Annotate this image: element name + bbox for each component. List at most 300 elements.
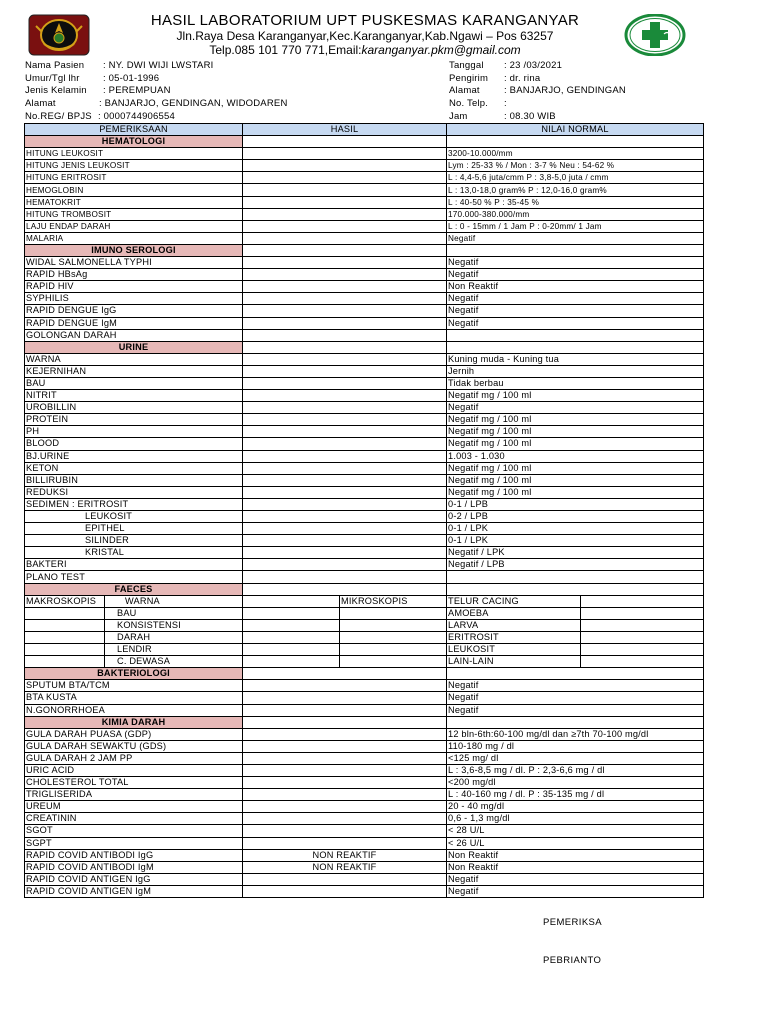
examiner-role: PEMERIKSA: [543, 917, 603, 928]
test-result: [243, 414, 447, 426]
section-title-hematologi: HEMATOLOGI: [25, 136, 243, 148]
table-row: [25, 172, 704, 184]
test-name: PLANO TEST: [25, 571, 243, 583]
table-row: [25, 293, 704, 305]
patient-name-value: : NY. DWI WIJI LWSTARI: [103, 60, 214, 71]
section-result-empty: [243, 136, 447, 148]
test-result: [243, 498, 447, 510]
test-name: RAPID COVID ANTIGEN IgM: [25, 885, 243, 897]
test-name: SGPT: [25, 837, 243, 849]
regency-emblem-icon: [28, 14, 90, 56]
test-name: N.GONORRHOEA: [25, 704, 243, 716]
test-result: [243, 801, 447, 813]
test-result: [243, 704, 447, 716]
test-name: CHOLESTEROL TOTAL: [25, 777, 243, 789]
test-result: [243, 535, 447, 547]
test-name: EPITHEL: [25, 523, 243, 535]
faeces-row: [25, 595, 704, 607]
test-name: UREUM: [25, 801, 243, 813]
faeces-makro-spacer: [25, 644, 105, 656]
test-normal: Negatif: [447, 704, 704, 716]
test-name: HEMATOKRIT: [25, 196, 243, 208]
table-row: [25, 885, 704, 897]
test-normal: Negatif: [447, 885, 704, 897]
section-result-empty: [243, 341, 447, 353]
header-nilai-normal: NILAI NORMAL: [447, 124, 704, 136]
test-result: [243, 474, 447, 486]
table-row: [25, 728, 704, 740]
faeces-mikro-spacer: [340, 619, 447, 631]
faeces-makro-item: C. DEWASA: [105, 656, 243, 668]
table-row: [25, 160, 704, 172]
section-normal-empty: [447, 583, 704, 595]
lab-results-table: [24, 123, 704, 898]
table-row: [25, 511, 704, 523]
table-row: [25, 426, 704, 438]
faeces-makro-result: [243, 619, 340, 631]
test-result: [243, 232, 447, 244]
faeces-mikro-spacer: [340, 607, 447, 619]
test-result: [243, 281, 447, 293]
test-name: BLOOD: [25, 438, 243, 450]
faeces-mikro-label: MIKROSKOPIS: [340, 595, 447, 607]
test-name: GOLONGAN DARAH: [25, 329, 243, 341]
test-name: LAJU ENDAP DARAH: [25, 220, 243, 232]
section-normal-empty: [447, 668, 704, 680]
header-pemeriksaan: PEMERIKSAAN: [25, 124, 243, 136]
table-row: [25, 474, 704, 486]
table-row: [25, 752, 704, 764]
test-normal: Negatif: [447, 257, 704, 269]
test-result: [243, 257, 447, 269]
faeces-makro-spacer: [25, 607, 105, 619]
section-result-empty: [243, 583, 447, 595]
test-normal: < 26 U/L: [447, 837, 704, 849]
faeces-mikro-result: [581, 595, 704, 607]
test-normal: 0-1 / LPK: [447, 523, 704, 535]
header-hasil: HASIL: [243, 124, 447, 136]
section-normal-empty: [447, 136, 704, 148]
test-normal: 1.003 - 1.030: [447, 450, 704, 462]
section-title-faeces: FAECES: [25, 583, 243, 595]
test-result: [243, 547, 447, 559]
test-name: KEJERNIHAN: [25, 365, 243, 377]
faeces-mikro-result: [581, 631, 704, 643]
table-row: [25, 390, 704, 402]
test-name: RAPID HIV: [25, 281, 243, 293]
section-result-empty: [243, 716, 447, 728]
test-result: [243, 813, 447, 825]
faeces-makro-spacer: [25, 656, 105, 668]
test-name: BILLIRUBIN: [25, 474, 243, 486]
request-phone-value: :: [504, 98, 507, 109]
test-result: [243, 402, 447, 414]
patient-dob-label: Umur/Tgl lhr: [25, 73, 80, 84]
faeces-mikro-result: [581, 619, 704, 631]
test-result: [243, 885, 447, 897]
clinic-phone: Telp.085 101 770 771,Email:: [209, 43, 362, 57]
test-normal: Negatif: [447, 293, 704, 305]
test-normal: 3200-10.000/mm: [447, 148, 704, 160]
faeces-mikro-result: [581, 607, 704, 619]
test-result: [243, 728, 447, 740]
request-date-value: : 23 /03/2021: [504, 60, 563, 71]
table-row: [25, 825, 704, 837]
test-result: [243, 377, 447, 389]
test-result: [243, 873, 447, 885]
faeces-mikro-item: ERITROSIT: [447, 631, 581, 643]
test-result: [243, 329, 447, 341]
test-name: GULA DARAH 2 JAM PP: [25, 752, 243, 764]
test-name: CREATININ: [25, 813, 243, 825]
faeces-row: [25, 644, 704, 656]
table-row: [25, 740, 704, 752]
section-normal-empty: [447, 244, 704, 256]
faeces-mikro-item: LAIN-LAIN: [447, 656, 581, 668]
faeces-mikro-spacer: [340, 631, 447, 643]
test-result: [243, 777, 447, 789]
table-row: [25, 232, 704, 244]
table-row: [25, 547, 704, 559]
test-name: BTA KUSTA: [25, 692, 243, 704]
test-result: [243, 680, 447, 692]
test-result: [243, 160, 447, 172]
test-normal: <200 mg/dl: [447, 777, 704, 789]
request-date-label: Tanggal: [449, 60, 484, 71]
test-name: TRIGLISERIDA: [25, 789, 243, 801]
test-normal: L : 40-160 mg / dl. P : 35-135 mg / dl: [447, 789, 704, 801]
faeces-mikro-item: LARVA: [447, 619, 581, 631]
test-name: HITUNG LEUKOSIT: [25, 148, 243, 160]
test-name: SGOT: [25, 825, 243, 837]
table-row: [25, 414, 704, 426]
table-row: [25, 777, 704, 789]
section-normal-empty: [447, 716, 704, 728]
table-row: [25, 571, 704, 583]
test-name: SILINDER: [25, 535, 243, 547]
test-name: UROBILLIN: [25, 402, 243, 414]
test-result: NON REAKTIF: [243, 849, 447, 861]
table-row: [25, 680, 704, 692]
faeces-mikro-result: [581, 644, 704, 656]
test-normal: <125 mg/ dl: [447, 752, 704, 764]
test-name: RAPID COVID ANTIBODI IgM: [25, 861, 243, 873]
test-name: HITUNG ERITROSIT: [25, 172, 243, 184]
faeces-row: [25, 656, 704, 668]
request-address-label: Alamat: [449, 85, 480, 96]
report-title: HASIL LABORATORIUM UPT PUSKESMAS KARANGANYAR: [150, 12, 580, 29]
table-row: [25, 184, 704, 196]
test-result: [243, 305, 447, 317]
table-row: [25, 257, 704, 269]
table-row: [25, 402, 704, 414]
test-result: [243, 571, 447, 583]
test-normal: Negatif mg / 100 ml: [447, 390, 704, 402]
test-normal: Non Reaktif: [447, 281, 704, 293]
test-result: [243, 789, 447, 801]
faeces-row: [25, 607, 704, 619]
request-phone-label: No. Telp.: [449, 98, 489, 109]
test-normal: Non Reaktif: [447, 849, 704, 861]
table-row: [25, 317, 704, 329]
faeces-mikro-result: [581, 656, 704, 668]
test-result: [243, 365, 447, 377]
test-normal: Non Reaktif: [447, 861, 704, 873]
table-row: [25, 269, 704, 281]
table-row: [25, 305, 704, 317]
clinic-contact: [140, 43, 590, 57]
table-row: [25, 438, 704, 450]
test-normal: 0-2 / LPB: [447, 511, 704, 523]
faeces-makro-result: [243, 631, 340, 643]
test-result: [243, 511, 447, 523]
test-normal: Negatif: [447, 692, 704, 704]
test-normal: Negatif: [447, 305, 704, 317]
test-result: [243, 390, 447, 402]
test-normal: Negatif: [447, 402, 704, 414]
test-normal: 170.000-380.000/mm: [447, 208, 704, 220]
test-normal: Negatif mg / 100 ml: [447, 426, 704, 438]
test-name: HEMOGLOBIN: [25, 184, 243, 196]
faeces-mikro-item: TELUR CACING: [447, 595, 581, 607]
table-row: [25, 535, 704, 547]
test-name: REDUKSI: [25, 486, 243, 498]
test-result: [243, 172, 447, 184]
section-title-kimia: KIMIA DARAH: [25, 716, 243, 728]
test-name: BJ.URINE: [25, 450, 243, 462]
test-result: [243, 220, 447, 232]
section-title-imuno: IMUNO SEROLOGI: [25, 244, 243, 256]
test-normal: Negatif mg / 100 ml: [447, 438, 704, 450]
section-title-urine: URINE: [25, 341, 243, 353]
test-normal: 20 - 40 mg/dl: [447, 801, 704, 813]
test-name: BAU: [25, 377, 243, 389]
test-name: RAPID HBsAg: [25, 269, 243, 281]
test-result: [243, 740, 447, 752]
test-result: [243, 837, 447, 849]
test-name: KRISTAL: [25, 547, 243, 559]
test-result: NON REAKTIF: [243, 861, 447, 873]
faeces-makro-result: [243, 607, 340, 619]
patient-reg-label: No.REG/ BPJS: [25, 111, 92, 122]
request-time-label: Jam: [449, 111, 468, 122]
faeces-makro-item: WARNA: [105, 595, 243, 607]
test-name: SYPHILIS: [25, 293, 243, 305]
section-result-empty: [243, 668, 447, 680]
faeces-row: [25, 619, 704, 631]
table-row: [25, 462, 704, 474]
test-normal: Negatif: [447, 317, 704, 329]
test-normal: Lym : 25-33 % / Mon : 3-7 % Neu : 54-62 %: [447, 160, 704, 172]
test-name: GULA DARAH PUASA (GDP): [25, 728, 243, 740]
table-header-row: [25, 124, 704, 136]
test-result: [243, 486, 447, 498]
table-row: [25, 849, 704, 861]
faeces-makro-label: MAKROSKOPIS: [25, 595, 105, 607]
test-normal: 12 bln-6th:60-100 mg/dl dan ≥7th 70-100 mg/dl: [447, 728, 704, 740]
test-result: [243, 764, 447, 776]
faeces-makro-result: [243, 595, 340, 607]
test-name: LEUKOSIT: [25, 511, 243, 523]
request-sender-label: Pengirim: [449, 73, 489, 84]
table-row: [25, 704, 704, 716]
table-row: [25, 837, 704, 849]
test-normal: L : 0 - 15mm / 1 Jam P : 0-20mm/ 1 Jam: [447, 220, 704, 232]
faeces-makro-item: LENDIR: [105, 644, 243, 656]
table-row: [25, 861, 704, 873]
test-name: BAKTERI: [25, 559, 243, 571]
request-sender-value: : dr. rina: [504, 73, 541, 84]
section-row-hematologi: [25, 136, 704, 148]
test-result: [243, 184, 447, 196]
faeces-mikro-item: LEUKOSIT: [447, 644, 581, 656]
patient-reg-value: : 0000744906554: [98, 111, 175, 122]
faeces-makro-item: DARAH: [105, 631, 243, 643]
test-result: [243, 450, 447, 462]
table-row: [25, 813, 704, 825]
test-normal: L : 4,4-5,6 juta/cmm P : 3,8-5,0 juta / cmm: [447, 172, 704, 184]
test-result: [243, 353, 447, 365]
patient-sex-label: Jenis Kelamin: [25, 85, 87, 96]
test-normal: Negatif mg / 100 ml: [447, 462, 704, 474]
test-result: [243, 426, 447, 438]
test-normal: Jernih: [447, 365, 704, 377]
table-row: [25, 220, 704, 232]
patient-address-label: Alamat: [25, 98, 56, 109]
test-name: PROTEIN: [25, 414, 243, 426]
faeces-makro-item: BAU: [105, 607, 243, 619]
test-normal: 110-180 mg / dl: [447, 740, 704, 752]
test-result: [243, 825, 447, 837]
test-name: WIDAL SALMONELLA TYPHI: [25, 257, 243, 269]
test-result: [243, 752, 447, 764]
test-result: [243, 196, 447, 208]
test-name: NITRIT: [25, 390, 243, 402]
test-normal: Tidak berbau: [447, 377, 704, 389]
test-normal: 0,6 - 1,3 mg/dl: [447, 813, 704, 825]
faeces-makro-spacer: [25, 619, 105, 631]
request-address-value: : BANJARJO, GENDINGAN: [504, 85, 626, 96]
table-row: [25, 450, 704, 462]
test-normal: 0-1 / LPK: [447, 535, 704, 547]
puskesmas-cross-icon: [624, 14, 686, 56]
table-row: [25, 873, 704, 885]
table-row: [25, 692, 704, 704]
test-normal: Negatif: [447, 680, 704, 692]
patient-name-label: Nama Pasien: [25, 60, 85, 71]
table-row: [25, 148, 704, 160]
table-row: [25, 281, 704, 293]
section-title-bakteriologi: BAKTERIOLOGI: [25, 668, 243, 680]
table-row: [25, 196, 704, 208]
section-normal-empty: [447, 341, 704, 353]
test-name: HITUNG TROMBOSIT: [25, 208, 243, 220]
patient-sex-value: : PEREMPUAN: [103, 85, 171, 96]
faeces-mikro-spacer: [340, 656, 447, 668]
test-name: GULA DARAH SEWAKTU (GDS): [25, 740, 243, 752]
test-name: WARNA: [25, 353, 243, 365]
test-name: PH: [25, 426, 243, 438]
test-normal: < 28 U/L: [447, 825, 704, 837]
table-row: [25, 523, 704, 535]
test-normal: Negatif: [447, 873, 704, 885]
test-normal: Negatif / LPK: [447, 547, 704, 559]
patient-address-value: : BANJARJO, GENDINGAN, WIDODAREN: [99, 98, 288, 109]
test-normal: Negatif / LPB: [447, 559, 704, 571]
clinic-email: karanganyar.pkm@gmail.com: [361, 43, 521, 57]
faeces-mikro-item: AMOEBA: [447, 607, 581, 619]
section-row-bakteriologi: [25, 668, 704, 680]
test-result: [243, 559, 447, 571]
test-normal: Negatif mg / 100 ml: [447, 486, 704, 498]
section-row-imuno: [25, 244, 704, 256]
table-row: [25, 329, 704, 341]
table-row: [25, 789, 704, 801]
test-name: RAPID DENGUE IgG: [25, 305, 243, 317]
test-result: [243, 269, 447, 281]
test-normal: [447, 571, 704, 583]
test-name: SPUTUM BTA/TCM: [25, 680, 243, 692]
section-row-urine: [25, 341, 704, 353]
table-row: [25, 353, 704, 365]
test-normal: L : 40-50 % P : 35-45 %: [447, 196, 704, 208]
patient-dob-value: : 05-01-1996: [103, 73, 160, 84]
faeces-makro-item: KONSISTENSI: [105, 619, 243, 631]
table-row: [25, 801, 704, 813]
test-normal: Kuning muda - Kuning tua: [447, 353, 704, 365]
examiner-name: PEBRIANTO: [543, 955, 602, 966]
table-row: [25, 208, 704, 220]
test-result: [243, 148, 447, 160]
request-time-value: : 08.30 WIB: [504, 111, 556, 122]
test-name: HITUNG JENIS LEUKOSIT: [25, 160, 243, 172]
test-name: MALARIA: [25, 232, 243, 244]
test-result: [243, 208, 447, 220]
test-name: RAPID COVID ANTIGEN IgG: [25, 873, 243, 885]
table-row: [25, 764, 704, 776]
test-normal: L : 3,6-8,5 mg / dl. P : 2,3-6,6 mg / dl: [447, 764, 704, 776]
test-result: [243, 438, 447, 450]
section-row-kimia: [25, 716, 704, 728]
test-normal: Negatif mg / 100 ml: [447, 474, 704, 486]
faeces-makro-result: [243, 644, 340, 656]
test-result: [243, 692, 447, 704]
faeces-row: [25, 631, 704, 643]
table-row: [25, 486, 704, 498]
clinic-address: Jln.Raya Desa Karanganyar,Kec.Karanganyar,Kab.Ngawi – Pos 63257: [176, 29, 554, 43]
test-normal: Negatif: [447, 232, 704, 244]
test-result: [243, 293, 447, 305]
test-normal: Negatif: [447, 269, 704, 281]
section-result-empty: [243, 244, 447, 256]
test-name: SEDIMEN : ERITROSIT: [25, 498, 243, 510]
test-result: [243, 523, 447, 535]
faeces-mikro-spacer: [340, 644, 447, 656]
test-name: RAPID DENGUE IgM: [25, 317, 243, 329]
test-name: URIC ACID: [25, 764, 243, 776]
table-row: [25, 365, 704, 377]
test-normal: L : 13,0-18,0 gram% P : 12,0-16,0 gram%: [447, 184, 704, 196]
faeces-makro-spacer: [25, 631, 105, 643]
test-normal: 0-1 / LPB: [447, 498, 704, 510]
faeces-makro-result: [243, 656, 340, 668]
test-result: [243, 462, 447, 474]
test-name: RAPID COVID ANTIBODI IgG: [25, 849, 243, 861]
test-normal: Negatif mg / 100 ml: [447, 414, 704, 426]
section-row-faeces: [25, 583, 704, 595]
test-name: KETON: [25, 462, 243, 474]
test-result: [243, 317, 447, 329]
